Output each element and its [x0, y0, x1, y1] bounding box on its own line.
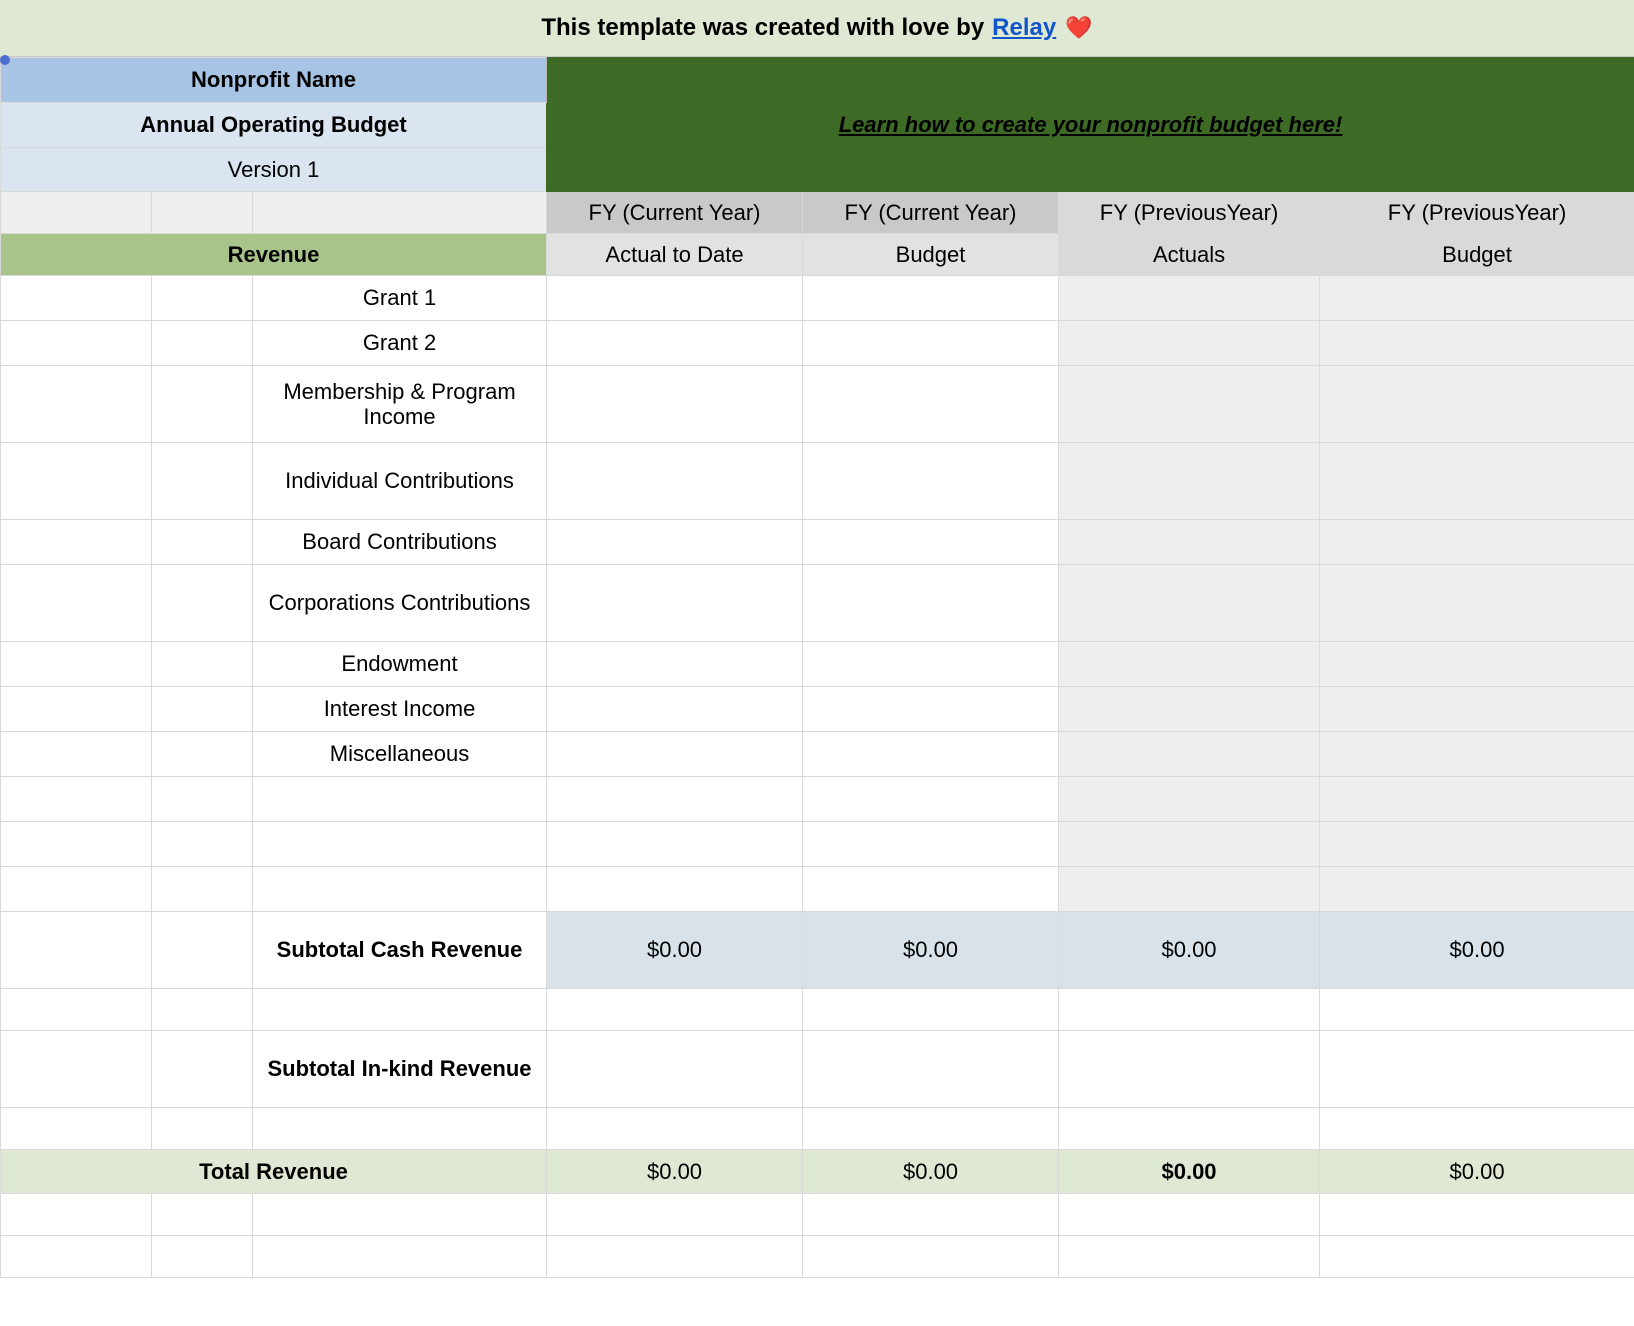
row-marker-b[interactable]: [152, 565, 253, 642]
row-marker-a[interactable]: [1, 822, 152, 867]
spacer-cell[interactable]: [1320, 1194, 1634, 1236]
cell-budget-current[interactable]: [803, 642, 1059, 687]
spacer-cell[interactable]: [803, 1194, 1059, 1236]
row-marker-b[interactable]: [152, 443, 253, 520]
col-header-year-2[interactable]: FY (Current Year): [803, 192, 1059, 234]
spacer-cell-c[interactable]: [253, 192, 547, 234]
row-marker-b[interactable]: [152, 687, 253, 732]
total-revenue-label[interactable]: Total Revenue: [1, 1150, 547, 1194]
row-marker-b[interactable]: [152, 822, 253, 867]
row-marker-a[interactable]: [1, 912, 152, 989]
subtotal-inkind-actuals-previous[interactable]: [1059, 1031, 1320, 1108]
cell-actuals-previous[interactable]: [1059, 687, 1320, 732]
col-header-year-4[interactable]: FY (PreviousYear): [1320, 192, 1634, 234]
row-marker-a[interactable]: [1, 1108, 152, 1150]
spacer-cell[interactable]: [803, 1108, 1059, 1150]
cell-actual-to-date[interactable]: [547, 732, 803, 777]
spacer-cell[interactable]: [1320, 989, 1634, 1031]
line-item-label[interactable]: Corporations Contributions: [253, 565, 547, 642]
row-marker-a[interactable]: [1, 687, 152, 732]
relay-link[interactable]: Relay: [992, 14, 1057, 41]
spacer-cell[interactable]: [1320, 1236, 1634, 1278]
cell-budget-previous[interactable]: [1320, 867, 1634, 912]
row-marker-a[interactable]: [1, 1031, 152, 1108]
subtotal-cash-actual-to-date[interactable]: $0.00: [547, 912, 803, 989]
spacer-cell[interactable]: [1059, 989, 1320, 1031]
line-item-label[interactable]: Grant 1: [253, 276, 547, 321]
col-subheader-2[interactable]: Budget: [803, 234, 1059, 276]
col-subheader-4[interactable]: Budget: [1320, 234, 1634, 276]
spacer-cell-a[interactable]: [1, 192, 152, 234]
row-marker-b[interactable]: [152, 867, 253, 912]
total-revenue-budget-previous[interactable]: $0.00: [1320, 1150, 1634, 1194]
row-marker-a[interactable]: [1, 989, 152, 1031]
total-revenue-budget-current[interactable]: $0.00: [803, 1150, 1059, 1194]
line-item-label[interactable]: Board Contributions: [253, 520, 547, 565]
promo-link-cell[interactable]: Learn how to create your nonprofit budget here!: [547, 58, 1634, 192]
cell-budget-previous[interactable]: [1320, 321, 1634, 366]
selection-handle-dot: [0, 55, 10, 65]
cell-actual-to-date[interactable]: [547, 642, 803, 687]
document-title-cell[interactable]: Annual Operating Budget: [1, 103, 547, 148]
cell-budget-previous[interactable]: [1320, 520, 1634, 565]
row-marker-a[interactable]: [1, 321, 152, 366]
cell-actual-to-date[interactable]: [547, 321, 803, 366]
total-revenue-actual-to-date[interactable]: $0.00: [547, 1150, 803, 1194]
col-subheader-3[interactable]: Actuals: [1059, 234, 1320, 276]
cell-actual-to-date[interactable]: [547, 565, 803, 642]
row-marker-b[interactable]: [152, 366, 253, 443]
row-marker-a[interactable]: [1, 565, 152, 642]
row-marker-b[interactable]: [152, 1194, 253, 1236]
row-marker-b[interactable]: [152, 912, 253, 989]
row-marker-b[interactable]: [152, 777, 253, 822]
cell-budget-previous[interactable]: [1320, 687, 1634, 732]
row-marker-b[interactable]: [152, 276, 253, 321]
spacer-cell[interactable]: [547, 989, 803, 1031]
row-marker-b[interactable]: [152, 642, 253, 687]
cell-budget-previous[interactable]: [1320, 276, 1634, 321]
version-cell[interactable]: Version 1: [1, 148, 547, 192]
cell-actuals-previous[interactable]: [1059, 276, 1320, 321]
cell-budget-current[interactable]: [803, 732, 1059, 777]
row-marker-a[interactable]: [1, 867, 152, 912]
cell-budget-current[interactable]: [803, 565, 1059, 642]
cell-actual-to-date[interactable]: [547, 443, 803, 520]
cell-actuals-previous[interactable]: [1059, 642, 1320, 687]
cell-budget-current[interactable]: [803, 867, 1059, 912]
cell-budget-current[interactable]: [803, 777, 1059, 822]
subtotal-inkind-budget-current[interactable]: [803, 1031, 1059, 1108]
subtotal-cash-budget-current[interactable]: $0.00: [803, 912, 1059, 989]
row-marker-b[interactable]: [152, 732, 253, 777]
cell-budget-current[interactable]: [803, 321, 1059, 366]
cell-actuals-previous[interactable]: [1059, 366, 1320, 443]
total-revenue-actuals-previous[interactable]: $0.00: [1059, 1150, 1320, 1194]
subtotal-cash-label[interactable]: Subtotal Cash Revenue: [253, 912, 547, 989]
spacer-cell[interactable]: [547, 1194, 803, 1236]
spacer-label-cell[interactable]: [253, 1194, 547, 1236]
cell-budget-previous[interactable]: [1320, 366, 1634, 443]
spacer-cell[interactable]: [1059, 1194, 1320, 1236]
line-item-label[interactable]: [253, 777, 547, 822]
cell-actuals-previous[interactable]: [1059, 565, 1320, 642]
line-item-label[interactable]: [253, 822, 547, 867]
row-marker-b[interactable]: [152, 520, 253, 565]
col-header-year-1[interactable]: FY (Current Year): [547, 192, 803, 234]
subtotal-cash-actuals-previous[interactable]: $0.00: [1059, 912, 1320, 989]
row-marker-a[interactable]: [1, 1194, 152, 1236]
cell-budget-current[interactable]: [803, 366, 1059, 443]
spacer-cell[interactable]: [803, 989, 1059, 1031]
cell-actual-to-date[interactable]: [547, 366, 803, 443]
row-marker-a[interactable]: [1, 366, 152, 443]
cell-actual-to-date[interactable]: [547, 520, 803, 565]
spacer-cell[interactable]: [803, 1236, 1059, 1278]
line-item-label[interactable]: [253, 867, 547, 912]
row-marker-b[interactable]: [152, 1236, 253, 1278]
banner-text: This template was created with love by: [541, 14, 985, 41]
cell-actuals-previous[interactable]: [1059, 321, 1320, 366]
row-marker-a[interactable]: [1, 777, 152, 822]
col-header-year-3[interactable]: FY (PreviousYear): [1059, 192, 1320, 234]
cell-actuals-previous[interactable]: [1059, 443, 1320, 520]
cell-actuals-previous[interactable]: [1059, 822, 1320, 867]
spacer-label-cell[interactable]: [253, 1108, 547, 1150]
cell-actual-to-date[interactable]: [547, 777, 803, 822]
cell-budget-previous[interactable]: [1320, 777, 1634, 822]
spacer-cell[interactable]: [547, 1236, 803, 1278]
cell-budget-current[interactable]: [803, 443, 1059, 520]
spacer-cell-b[interactable]: [152, 192, 253, 234]
line-item-label[interactable]: Grant 2: [253, 321, 547, 366]
cell-budget-previous[interactable]: [1320, 642, 1634, 687]
cell-budget-current[interactable]: [803, 822, 1059, 867]
spacer-cell[interactable]: [547, 1108, 803, 1150]
cell-actuals-previous[interactable]: [1059, 777, 1320, 822]
cell-budget-previous[interactable]: [1320, 822, 1634, 867]
row-marker-b[interactable]: [152, 989, 253, 1031]
line-item-label[interactable]: Miscellaneous: [253, 732, 547, 777]
spacer-label-cell[interactable]: [253, 989, 547, 1031]
cell-actuals-previous[interactable]: [1059, 732, 1320, 777]
subtotal-inkind-budget-previous[interactable]: [1320, 1031, 1634, 1108]
cell-actuals-previous[interactable]: [1059, 867, 1320, 912]
row-marker-a[interactable]: [1, 732, 152, 777]
cell-budget-previous[interactable]: [1320, 565, 1634, 642]
line-item-label[interactable]: Individual Contributions: [253, 443, 547, 520]
col-subheader-1[interactable]: Actual to Date: [547, 234, 803, 276]
budget-grid[interactable]: [0, 57, 1634, 1278]
spacer-cell[interactable]: [1320, 1108, 1634, 1150]
row-marker-a[interactable]: [1, 642, 152, 687]
subtotal-inkind-label[interactable]: Subtotal In-kind Revenue: [253, 1031, 547, 1108]
row-marker-a[interactable]: [1, 276, 152, 321]
cell-budget-previous[interactable]: [1320, 443, 1634, 520]
row-marker-b[interactable]: [152, 1031, 253, 1108]
cell-actuals-previous[interactable]: [1059, 520, 1320, 565]
cell-actual-to-date[interactable]: [547, 867, 803, 912]
line-item-label[interactable]: Membership & Program Income: [253, 366, 547, 443]
cell-budget-current[interactable]: [803, 520, 1059, 565]
nonprofit-name-cell[interactable]: Nonprofit Name: [1, 58, 547, 103]
cell-actual-to-date[interactable]: [547, 276, 803, 321]
cell-budget-current[interactable]: [803, 687, 1059, 732]
section-header-revenue[interactable]: Revenue: [1, 234, 547, 276]
cell-budget-current[interactable]: [803, 276, 1059, 321]
subtotal-cash-budget-previous[interactable]: $0.00: [1320, 912, 1634, 989]
row-marker-a[interactable]: [1, 1236, 152, 1278]
row-marker-b[interactable]: [152, 1108, 253, 1150]
spacer-cell[interactable]: [1059, 1108, 1320, 1150]
cell-actual-to-date[interactable]: [547, 687, 803, 732]
cell-budget-previous[interactable]: [1320, 732, 1634, 777]
cell-actual-to-date[interactable]: [547, 822, 803, 867]
spacer-cell[interactable]: [1059, 1236, 1320, 1278]
subtotal-inkind-actual-to-date[interactable]: [547, 1031, 803, 1108]
line-item-label[interactable]: Endowment: [253, 642, 547, 687]
spacer-label-cell[interactable]: [253, 1236, 547, 1278]
heart-icon: ❤️: [1065, 15, 1093, 40]
row-marker-b[interactable]: [152, 321, 253, 366]
row-marker-a[interactable]: [1, 443, 152, 520]
row-marker-a[interactable]: [1, 520, 152, 565]
line-item-label[interactable]: Interest Income: [253, 687, 547, 732]
template-credit-banner: [0, 0, 1634, 57]
